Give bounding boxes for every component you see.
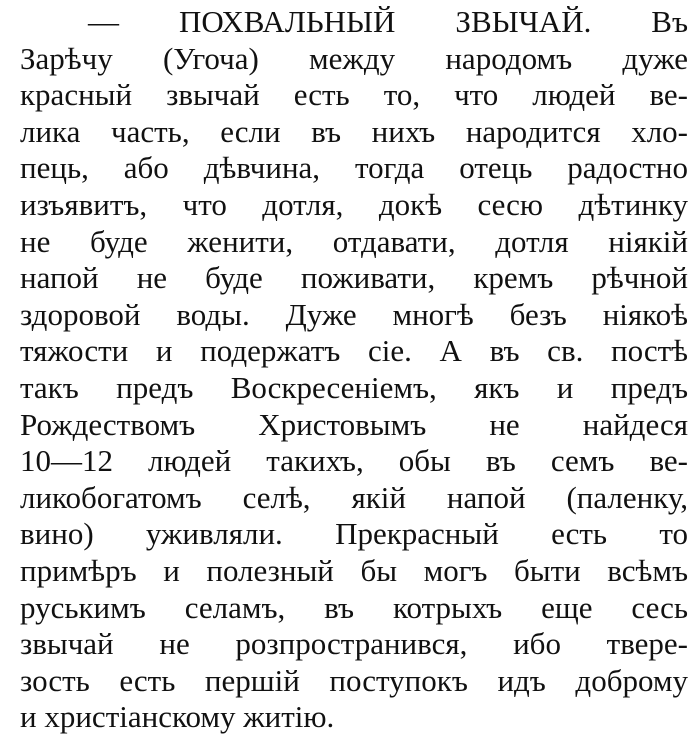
- article-line: зость есть першiй поступокъ идъ доброму: [20, 662, 688, 698]
- article-line: 10—12 людей такихъ, обы въ семъ ве-: [20, 443, 688, 479]
- article-line: такъ предъ Воскресенiемъ, якъ и предъ: [20, 369, 688, 405]
- article-line: напой не буде поживати, кремъ рѣчной: [20, 260, 688, 296]
- article-line: не буде женити, отдавати, дотля нiякiй: [20, 223, 688, 259]
- article-line: — ПОХВАЛЬНЫЙ ЗВЫЧАЙ. Въ: [88, 4, 688, 39]
- article-line: и христiанскому житiю.: [20, 699, 335, 735]
- article-line: лика часть, если въ нихъ народится хло-: [20, 113, 688, 149]
- article-line: звычай не розпространився, ибо твере-: [20, 626, 688, 662]
- article-line: вино) уживляли. Прекрасный есть то: [20, 516, 688, 552]
- article-line: пець, або дѣвчина, тогда отець радостно: [20, 150, 688, 186]
- article-line: здоровой воды. Дуже многѣ безъ нiякоѣ: [20, 296, 688, 332]
- article-line: ликобогатомъ селѣ, якiй напой (паленку,: [20, 479, 688, 515]
- article-line: примѣръ и полезный бы могъ быти всѣмъ: [20, 552, 688, 588]
- article-text: [20, 4, 688, 736]
- article-line: руськимъ селамъ, въ котрыхъ еще сесь: [20, 589, 688, 625]
- article-line: красный звычай есть то, что людей ве-: [20, 77, 688, 113]
- article-line: Зарѣчу (Угоча) между народомъ дуже: [20, 40, 688, 76]
- article-line: Рождествомъ Христовымъ не найдеся: [20, 406, 688, 442]
- article-line: изъявитъ, что дотля, докѣ сесю дѣтинку: [20, 186, 688, 222]
- article-line: тяжости и подержатъ сiе. А въ св. постѣ: [20, 333, 688, 369]
